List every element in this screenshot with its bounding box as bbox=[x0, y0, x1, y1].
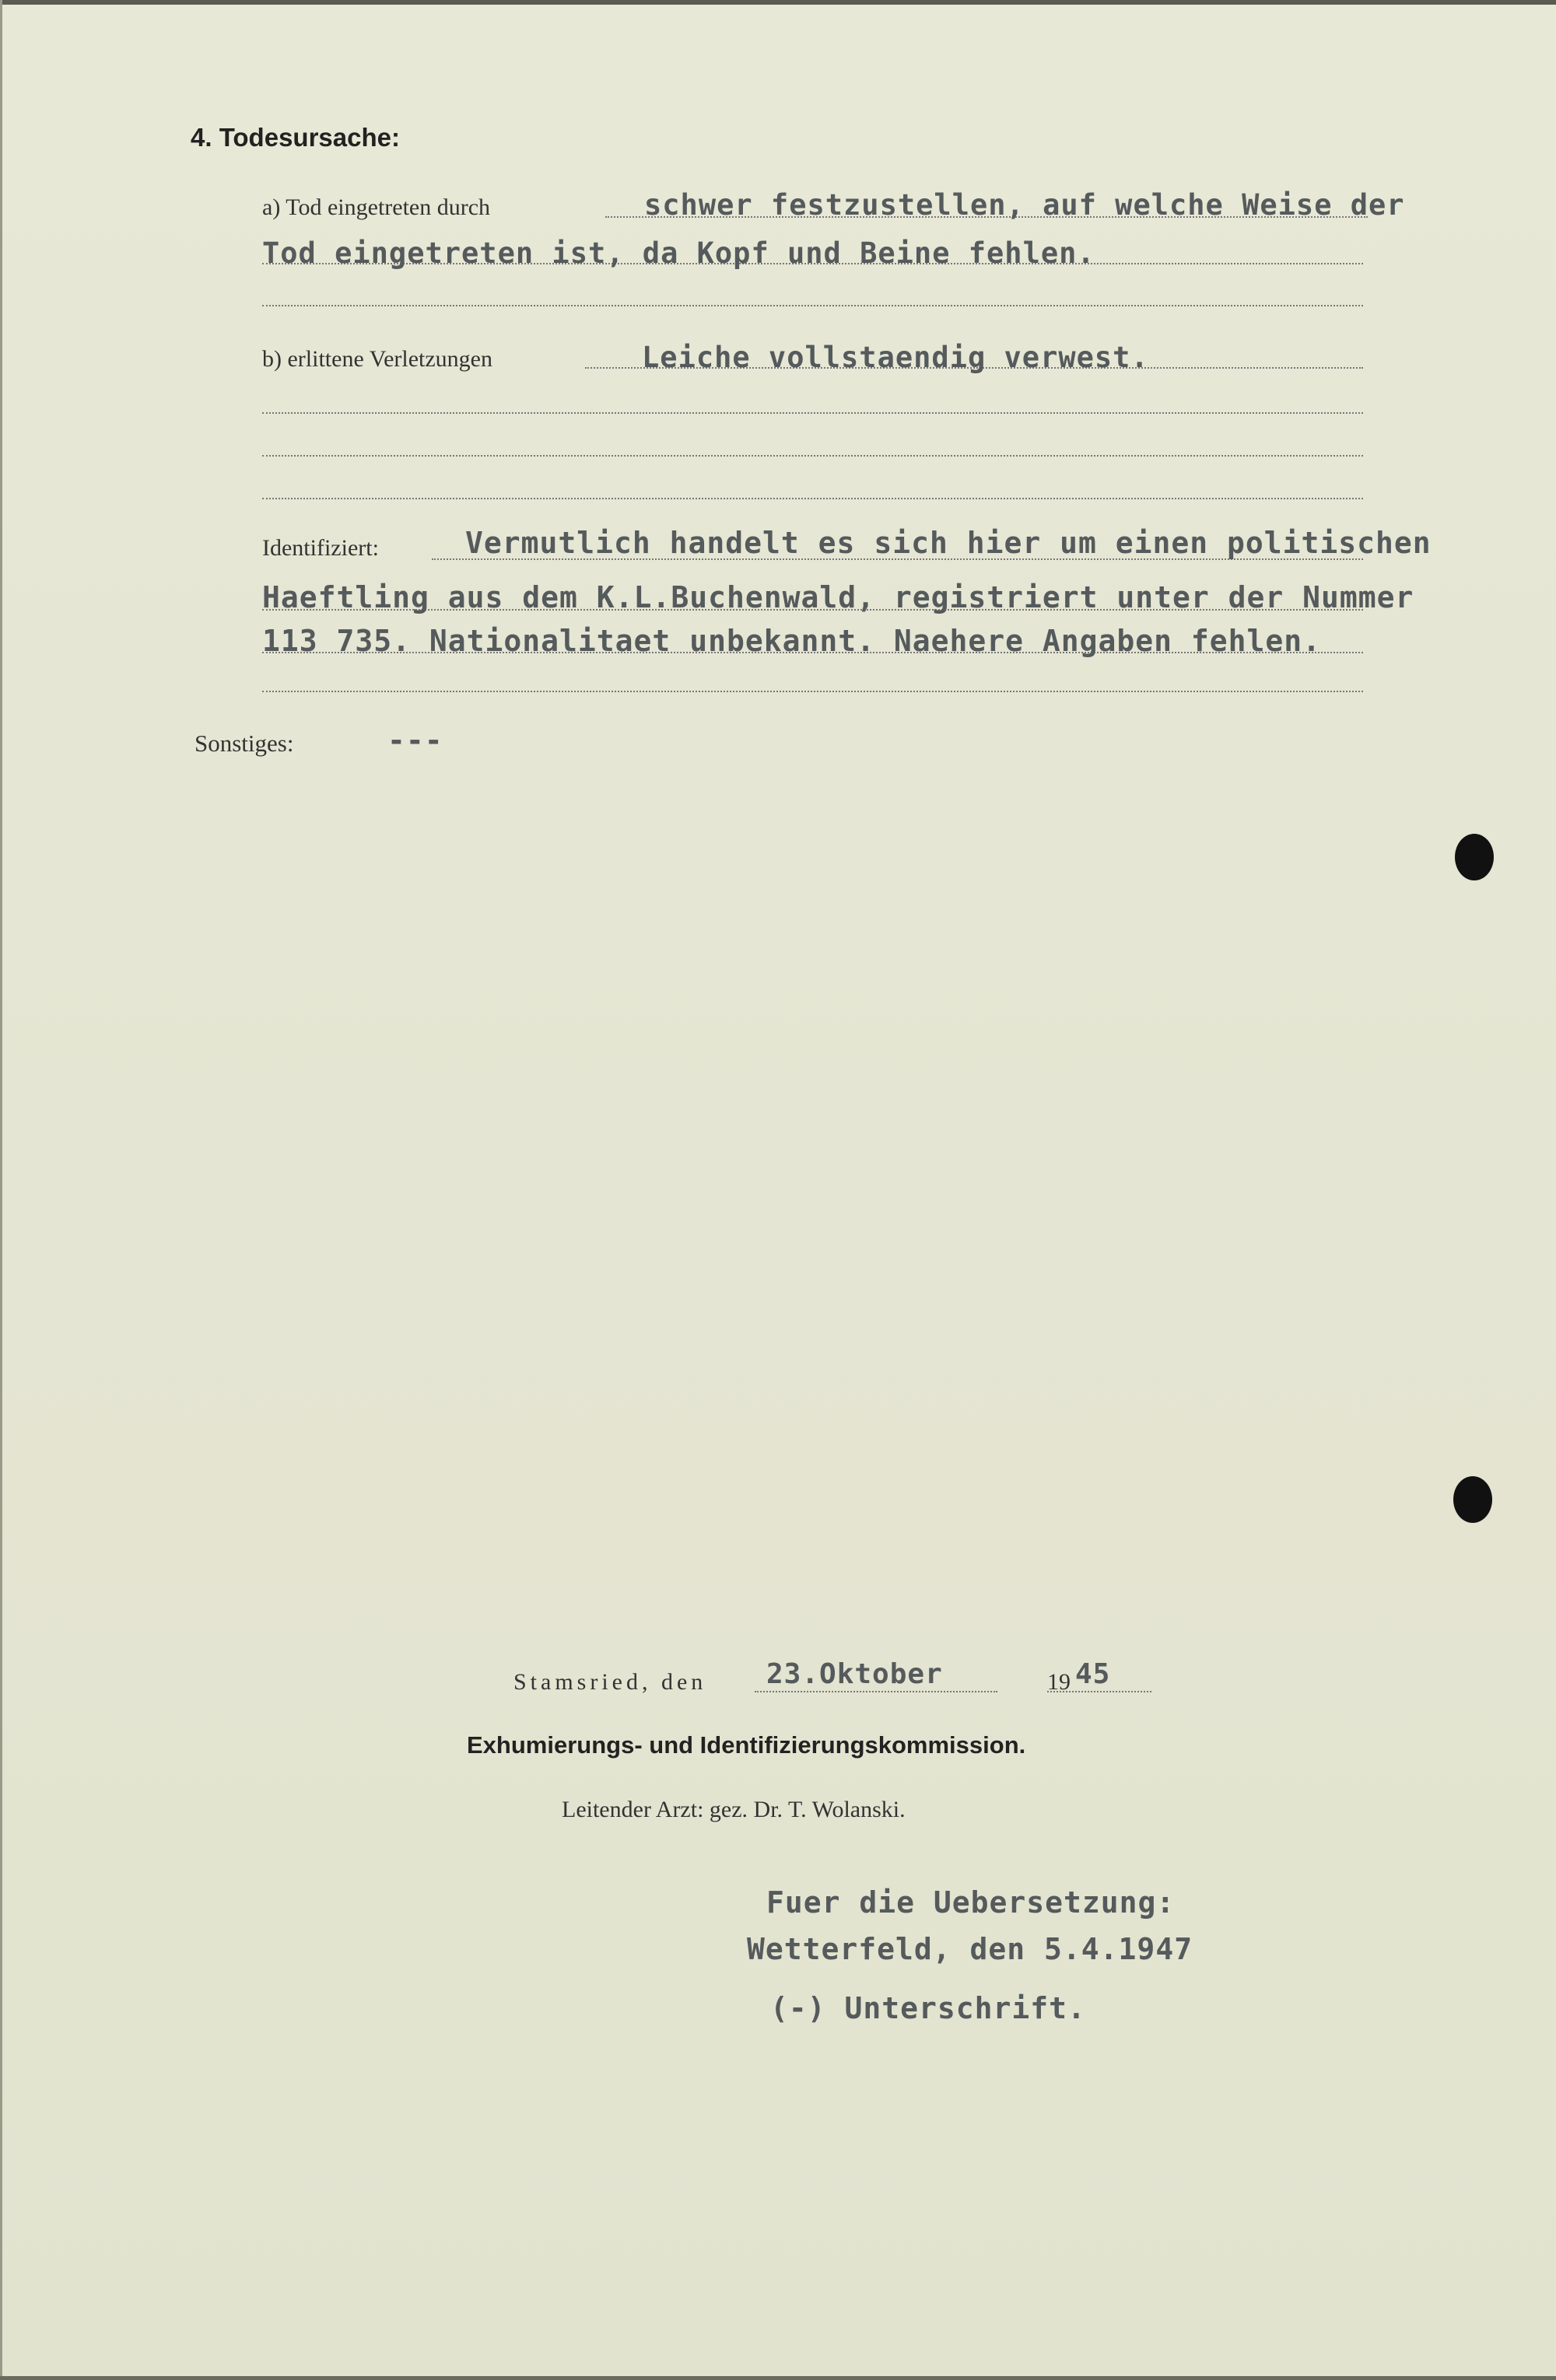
doctor-line: Leitender Arzt: gez. Dr. T. Wolanski. bbox=[562, 1797, 906, 1822]
other-label: Sonstiges: bbox=[194, 730, 294, 757]
dotted-line bbox=[755, 1691, 997, 1692]
punch-hole bbox=[1453, 1476, 1492, 1523]
year-prefix: 19 bbox=[1047, 1669, 1071, 1695]
punch-hole bbox=[1455, 834, 1494, 880]
identified-label: Identifiziert: bbox=[262, 535, 379, 561]
other-value: --- bbox=[387, 723, 443, 758]
top-edge bbox=[0, 0, 1556, 5]
injuries-label: b) erlittene Verletzungen bbox=[262, 346, 492, 372]
dotted-line bbox=[262, 498, 1363, 499]
year-value: 45 bbox=[1075, 1658, 1111, 1690]
dotted-line bbox=[262, 455, 1363, 457]
commission-name: Exhumierungs- und Identifizierungskommission. bbox=[467, 1731, 1026, 1759]
bottom-edge bbox=[0, 2376, 1556, 2380]
left-edge bbox=[0, 0, 2, 2380]
section-heading: 4. Todesursache: bbox=[191, 123, 400, 152]
dotted-line bbox=[1047, 1691, 1151, 1692]
dotted-line bbox=[262, 412, 1363, 414]
cause-label: a) Tod eingetreten durch bbox=[262, 194, 491, 220]
cause-text-line-2: Tod eingetreten ist, da Kopf und Beine fehlen. bbox=[262, 236, 1095, 270]
identified-text-line-3: 113 735. Nationalitaet unbekannt. Naehere Angaben fehlen. bbox=[262, 624, 1322, 658]
injuries-text: Leiche vollstaendig verwest. bbox=[642, 341, 1149, 374]
translation-line-2: Wetterfeld, den 5.4.1947 bbox=[747, 1932, 1193, 1966]
cause-text-line-1: schwer festzustellen, auf welche Weise der bbox=[644, 188, 1405, 222]
dotted-line bbox=[262, 691, 1363, 692]
date-value: 23.Oktober bbox=[766, 1658, 943, 1690]
identified-text-line-1: Vermutlich handelt es sich hier um einen politischen bbox=[465, 526, 1432, 560]
identified-text-line-2: Haeftling aus dem K.L.Buchenwald, registriert unter der Nummer bbox=[262, 580, 1414, 614]
translation-line-1: Fuer die Uebersetzung: bbox=[766, 1885, 1176, 1920]
translation-line-3: (-) Unterschrift. bbox=[770, 1991, 1086, 2025]
place-label: Stamsried, den bbox=[513, 1669, 707, 1695]
dotted-line bbox=[262, 305, 1363, 306]
